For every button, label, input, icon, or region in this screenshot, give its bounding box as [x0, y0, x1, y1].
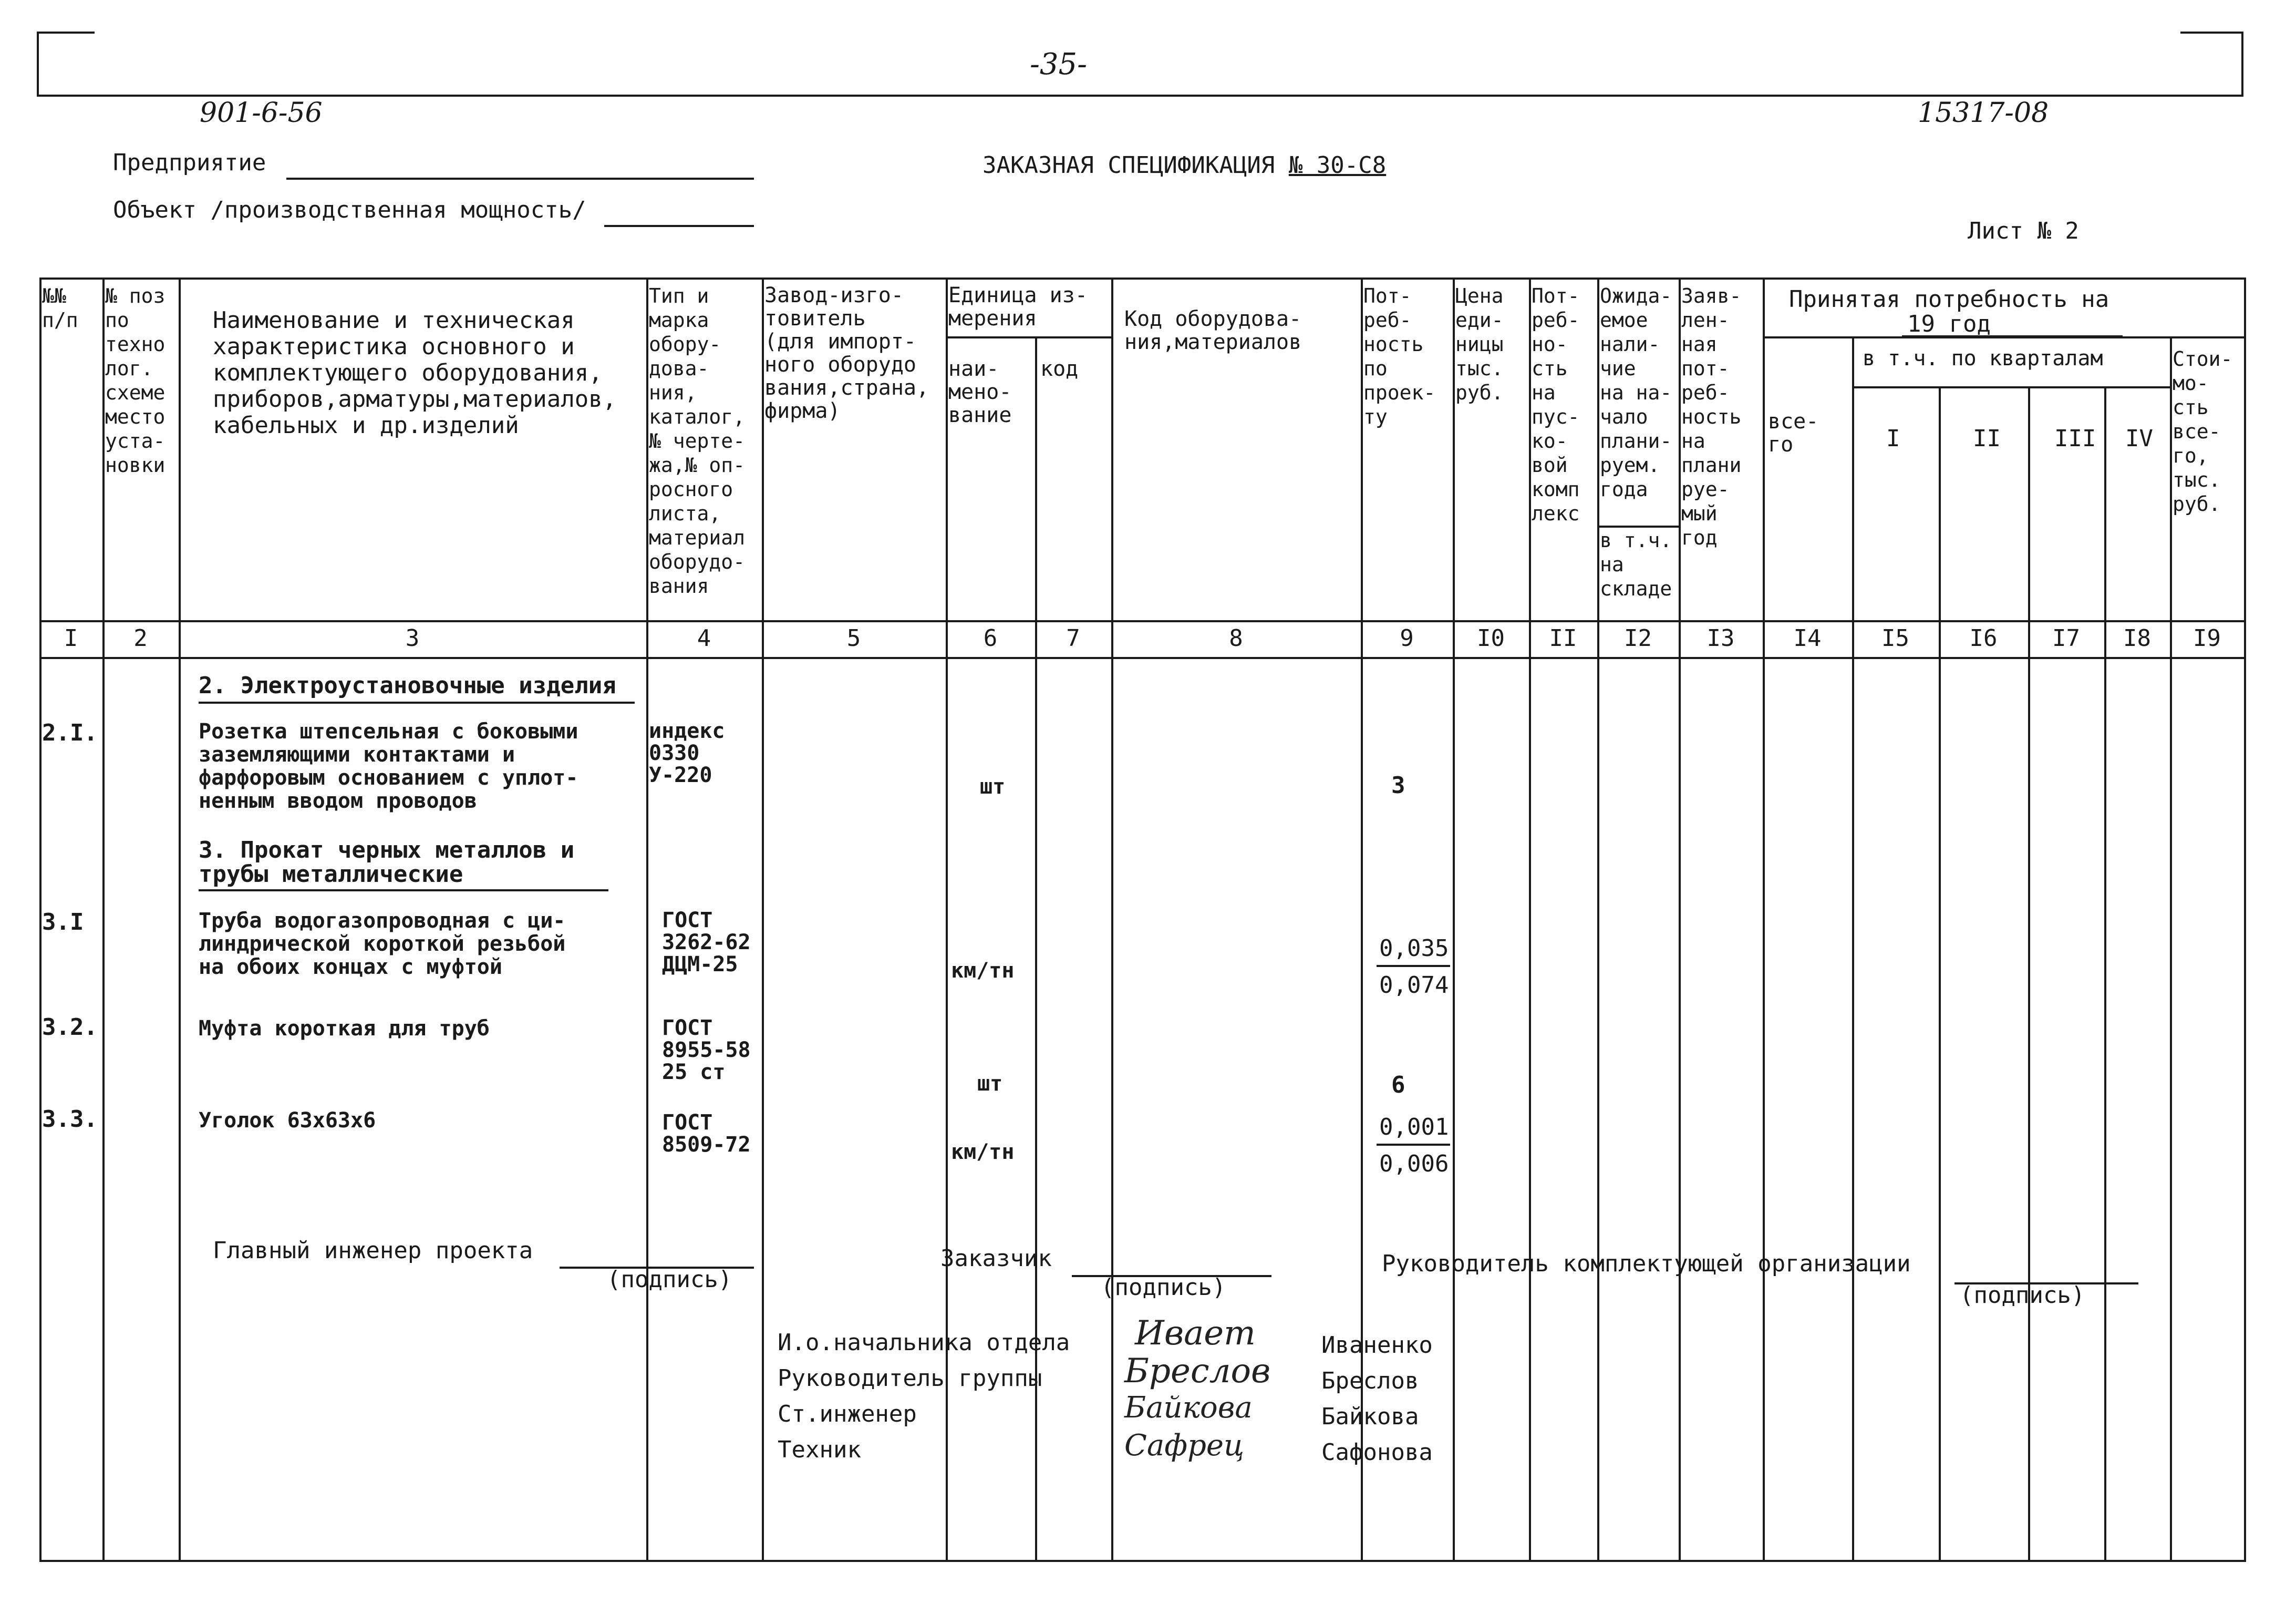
header-c12: Ожида- емое нали- чие на на- чало плани- руем. года — [1600, 284, 1672, 501]
colnum-bottom-border — [39, 657, 2246, 659]
row-3-3-qty-top: 0,001 — [1379, 1114, 1449, 1140]
handwritten-signature-2: Бреслов — [1124, 1352, 1271, 1391]
row-3-2-qty: 6 — [1391, 1072, 1405, 1098]
customer-sign-caption: (подпись) — [1101, 1274, 1226, 1301]
col-line-11 — [1597, 277, 1599, 1560]
customer-label: Заказчик — [940, 1245, 1052, 1272]
role-1: И.о.начальника отдела — [778, 1329, 1070, 1356]
row-3-1-name: Труба водогазопроводная с ци- линдрической короткой резьбой на обоих концах с муфтой — [199, 909, 566, 979]
col-num-9: 9 — [1400, 625, 1414, 652]
row-3-3-unit: км/тн — [951, 1140, 1015, 1164]
row-3-2-number: 3.2. — [42, 1014, 98, 1041]
header-c2: № поз по техно лог. схеме место уста- новки — [105, 284, 166, 477]
col-num-3: 3 — [405, 625, 420, 652]
section-3-title: 3. Прокат черных металлов и трубы металлические — [199, 837, 575, 888]
enterprise-label: Предприятие — [113, 149, 266, 176]
frame-top-line — [37, 95, 2243, 97]
col-num-10: I0 — [1477, 625, 1505, 652]
frame-left-edge — [37, 32, 39, 95]
col-num-11: II — [1549, 625, 1577, 652]
row-3-3-number: 3.3. — [42, 1106, 98, 1133]
header-c8: Код оборудова- ния,материалов — [1124, 307, 1302, 354]
section-3-underline — [199, 889, 608, 891]
name-4: Сафонова — [1321, 1439, 1433, 1466]
header-quarters: в т.ч. по кварталам — [1863, 346, 2103, 371]
header-c1: №№ п/п — [42, 284, 78, 332]
handwritten-signature-4: Сафрец — [1124, 1428, 1245, 1463]
table-bottom-border — [39, 1560, 2246, 1562]
doc-code-left: 901-6-56 — [200, 97, 323, 129]
col-num-18: I8 — [2123, 625, 2151, 652]
col-line-16 — [2028, 386, 2030, 1560]
handwritten-signature-3: Байкова — [1124, 1391, 1253, 1425]
row-3-3-qty-divider — [1377, 1144, 1450, 1146]
header-c9: Пот- реб- ность по проек- ту — [1363, 284, 1436, 428]
row-3-1-qty-divider — [1377, 965, 1450, 967]
row-2-1-unit: шт — [980, 775, 1006, 799]
frame-right-edge — [2241, 32, 2243, 95]
header-c5: Завод-изго- товитель (для импорт- ного оборудо вания,страна, фирма) — [764, 283, 929, 423]
header-c17: III — [2054, 425, 2096, 452]
col-line-18 — [2170, 336, 2172, 1560]
row-3-1-qty-top: 0,035 — [1379, 935, 1449, 962]
col-num-1: I — [64, 625, 78, 652]
row-3-1-number: 3.I — [42, 909, 84, 935]
quarters-subheader-line — [1852, 386, 2170, 388]
stock-subheader-line — [1597, 526, 1679, 528]
col-num-17: I7 — [2052, 625, 2080, 652]
col-line-3 — [646, 277, 648, 1560]
header-c6-7: Единица из- мерения — [948, 283, 1088, 331]
row-3-3-type: ГОСТ 8509-72 — [662, 1111, 751, 1157]
header-c18: IV — [2125, 425, 2153, 452]
header-bottom-border — [39, 620, 2246, 622]
col-line-15 — [1939, 386, 1941, 1560]
col-num-13: I3 — [1707, 625, 1735, 652]
header-c12b: в т.ч. на складе — [1600, 529, 1672, 600]
sheet-number: Лист № 2 — [1968, 218, 2079, 244]
col-line-14 — [1852, 336, 1854, 1560]
frame-top-right — [2180, 32, 2243, 34]
col-line-7 — [1111, 277, 1113, 1560]
section-2-underline — [199, 702, 635, 704]
col-line-13 — [1763, 277, 1765, 1560]
spec-number: № 30-С8 — [1288, 152, 1387, 179]
col-num-15: I5 — [1881, 625, 1909, 652]
col-line-4 — [762, 277, 764, 1560]
row-3-2-name: Муфта короткая для труб — [199, 1016, 490, 1041]
row-2-1-number: 2.I. — [42, 719, 98, 746]
header-accepted-year: 19 год — [1907, 311, 1991, 337]
supplier-sign-caption: (подпись) — [1960, 1282, 2085, 1309]
col-num-8: 8 — [1229, 625, 1243, 652]
role-2: Руководитель группы — [778, 1365, 1042, 1392]
col-line-9 — [1453, 277, 1455, 1560]
header-accepted: Принятая потребность на — [1789, 286, 2109, 313]
object-line — [604, 225, 754, 227]
name-3: Байкова — [1321, 1403, 1419, 1430]
role-4: Техник — [778, 1436, 861, 1463]
object-label: Объект /производственная мощность/ — [113, 197, 586, 223]
col-line-1 — [102, 277, 105, 1560]
chief-engineer-sign-caption: (подпись) — [607, 1266, 732, 1293]
row-3-3-qty-bottom: 0,006 — [1379, 1150, 1449, 1177]
col-line-10 — [1529, 277, 1531, 1560]
chief-engineer-label: Главный инженер проекта — [213, 1237, 533, 1264]
col-line-12 — [1679, 277, 1681, 1560]
row-3-1-qty-bottom: 0,074 — [1379, 972, 1449, 999]
frame-top-left — [37, 32, 95, 34]
row-3-1-unit: км/тн — [951, 959, 1015, 983]
year-underline — [1902, 335, 2123, 337]
doc-code-right: 15317-08 — [1918, 97, 2049, 129]
header-c14: все- го — [1768, 409, 1819, 457]
header-c19: Стои- мо- сть все- го, тыс. руб. — [2173, 347, 2233, 516]
section-2-title: 2. Электроустановочные изделия — [199, 672, 616, 699]
header-c13: Заяв- лен- ная пот- реб- ность на плани руе- мый год — [1681, 284, 1742, 549]
table-top-border — [39, 277, 2246, 280]
header-c6: наи- мено- вание — [948, 357, 1012, 427]
header-c4: Тип и марка обору- дова- ния, каталог, № черте- жа,№ оп- росного листа, материал оборудо- вания — [649, 284, 746, 598]
col-num-2: 2 — [133, 625, 148, 652]
col-line-19 — [2244, 277, 2246, 1560]
name-2: Бреслов — [1321, 1368, 1419, 1394]
col-num-6: 6 — [983, 625, 998, 652]
row-2-1-name: Розетка штепсельная с боковыми заземляющими контактами и фарфоровым основанием с уплот- ненным вводом проводов — [199, 719, 578, 813]
handwritten-signature-1: Ивает — [1135, 1314, 1256, 1353]
spec-title-text: ЗАКАЗНАЯ СПЕЦИФИКАЦИЯ — [982, 152, 1275, 179]
header-c11: Пот- реб- но- сть на пус- ко- вой комп лекс — [1532, 284, 1580, 525]
row-3-2-unit: шт — [977, 1072, 1003, 1096]
row-2-1-qty: 3 — [1391, 772, 1405, 799]
row-3-2-type: ГОСТ 8955-58 25 ст — [662, 1016, 751, 1084]
name-1: Иваненко — [1321, 1332, 1433, 1359]
col-num-7: 7 — [1066, 625, 1080, 652]
enterprise-line — [286, 178, 754, 180]
row-2-1-type: индекс 0330 У-220 — [649, 719, 725, 787]
col-line-0 — [39, 277, 42, 1560]
page-number: -35- — [1030, 47, 1088, 81]
col-line-2 — [179, 277, 181, 1560]
col-num-5: 5 — [846, 625, 861, 652]
header-c10: Цена еди- ницы тыс. руб. — [1455, 284, 1504, 404]
role-3: Ст.инженер — [778, 1401, 917, 1427]
unit-subheader-line — [946, 336, 1111, 338]
col-num-14: I4 — [1793, 625, 1822, 652]
col-num-16: I6 — [1969, 625, 1998, 652]
col-line-17 — [2104, 386, 2106, 1560]
row-3-3-name: Уголок 63х63х6 — [199, 1108, 376, 1133]
header-c15: I — [1886, 425, 1900, 452]
col-num-12: I2 — [1624, 625, 1652, 652]
header-c7: код — [1040, 357, 1079, 381]
supplier-head-label: Руководитель комплектующей организации — [1382, 1250, 1911, 1277]
header-c3: Наименование и техническая характеристика основного и комплектующего оборудования, приборов,арматуры,материалов, кабельных и др.изделий — [213, 307, 617, 439]
spec-title — [982, 152, 1386, 179]
row-3-1-type: ГОСТ 3262-62 ДЦМ-25 — [662, 908, 751, 976]
col-num-19: I9 — [2193, 625, 2221, 652]
col-num-4: 4 — [697, 625, 711, 652]
header-c16: II — [1973, 425, 2001, 452]
